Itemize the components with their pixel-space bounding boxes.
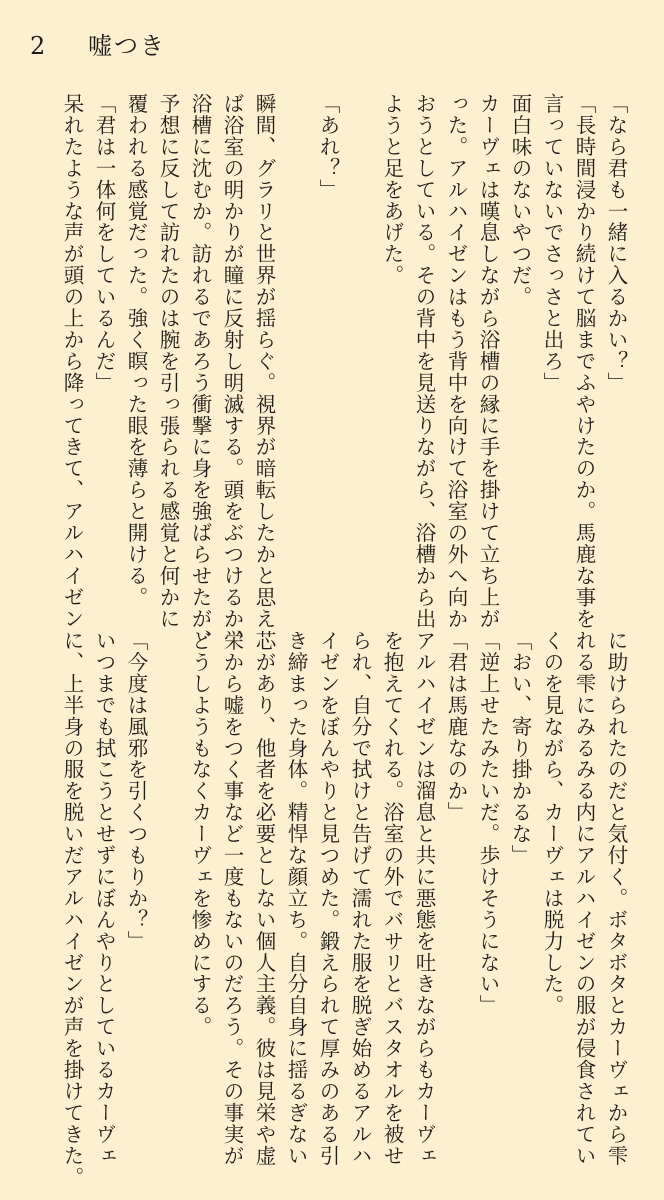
text-block-bottom: に助けられたのだと気付く。ボタボタとカーヴェから雫 れる雫にみるみる内にアルハイゼンの服が侵食されてい くのを見ながら、カーヴェは脱力した。 「おい、寄り掛かるな」 「逆上せたみたいだ。歩けそうにない」 「君は馬鹿なのか」 アルハイゼンは溜息と共に悪態を吐きながらもカーヴェ を抱えてくれる。浴室の外でバサリとバスタオルを被せ られ、自分で拭けと告げて濡れた服を脱ぎ始めるアルハ イゼンをぼんやりと見つめた。鍛えられて厚みのある引 き締まった身体。精悍な顔立ち。自分自身に揺るぎない 芯があり、他者を必要としない個人主義。彼は見栄や虚 栄から嘘をつく事など一度もないのだろう。その事実が どうしようもなくカーヴェを惨めにする。 「今度は風邪を引くつもりか？」 いつまでも拭こうとせずにぼんやりとしているカーヴェ に、上半身の服を脱いだアルハイゼンが声を掛けてきた。 [60,630,628,1188]
chapter-title: 嘘つき [88,32,166,60]
text-block-top: 「なら君も一緒に入るかい？」 「長時間浸かり続けて脳までふやけたのか。馬鹿な事を 言っていないでさっさと出ろ」 面白味のないやつだ。 カーヴェは嘆息しながら浴槽の縁に手を掛けて立ち上が った。アルハイゼンはもう背中を向けて浴室の外へ向か おうとしている。その背中を見送りながら、浴槽から出 ようと足をあげた。 「あれ？」 瞬間、グラリと世界が揺らぐ。視界が暗転したかと思え ば浴室の明かりが瞳に反射し明滅する。頭をぶつけるか、 浴槽に沈むか。訪れるであろう衝撃に身を強ばらせたが、 予想に反して訪れたのは腕を引っ張られる感覚と何かに 覆われる感覚だった。強く瞑った眼を薄らと開ける。 「君は一体何をしているんだ」 呆れたような声が頭の上から降ってきて、アルハイゼン [60,93,628,651]
page-number: 2 [30,32,46,60]
